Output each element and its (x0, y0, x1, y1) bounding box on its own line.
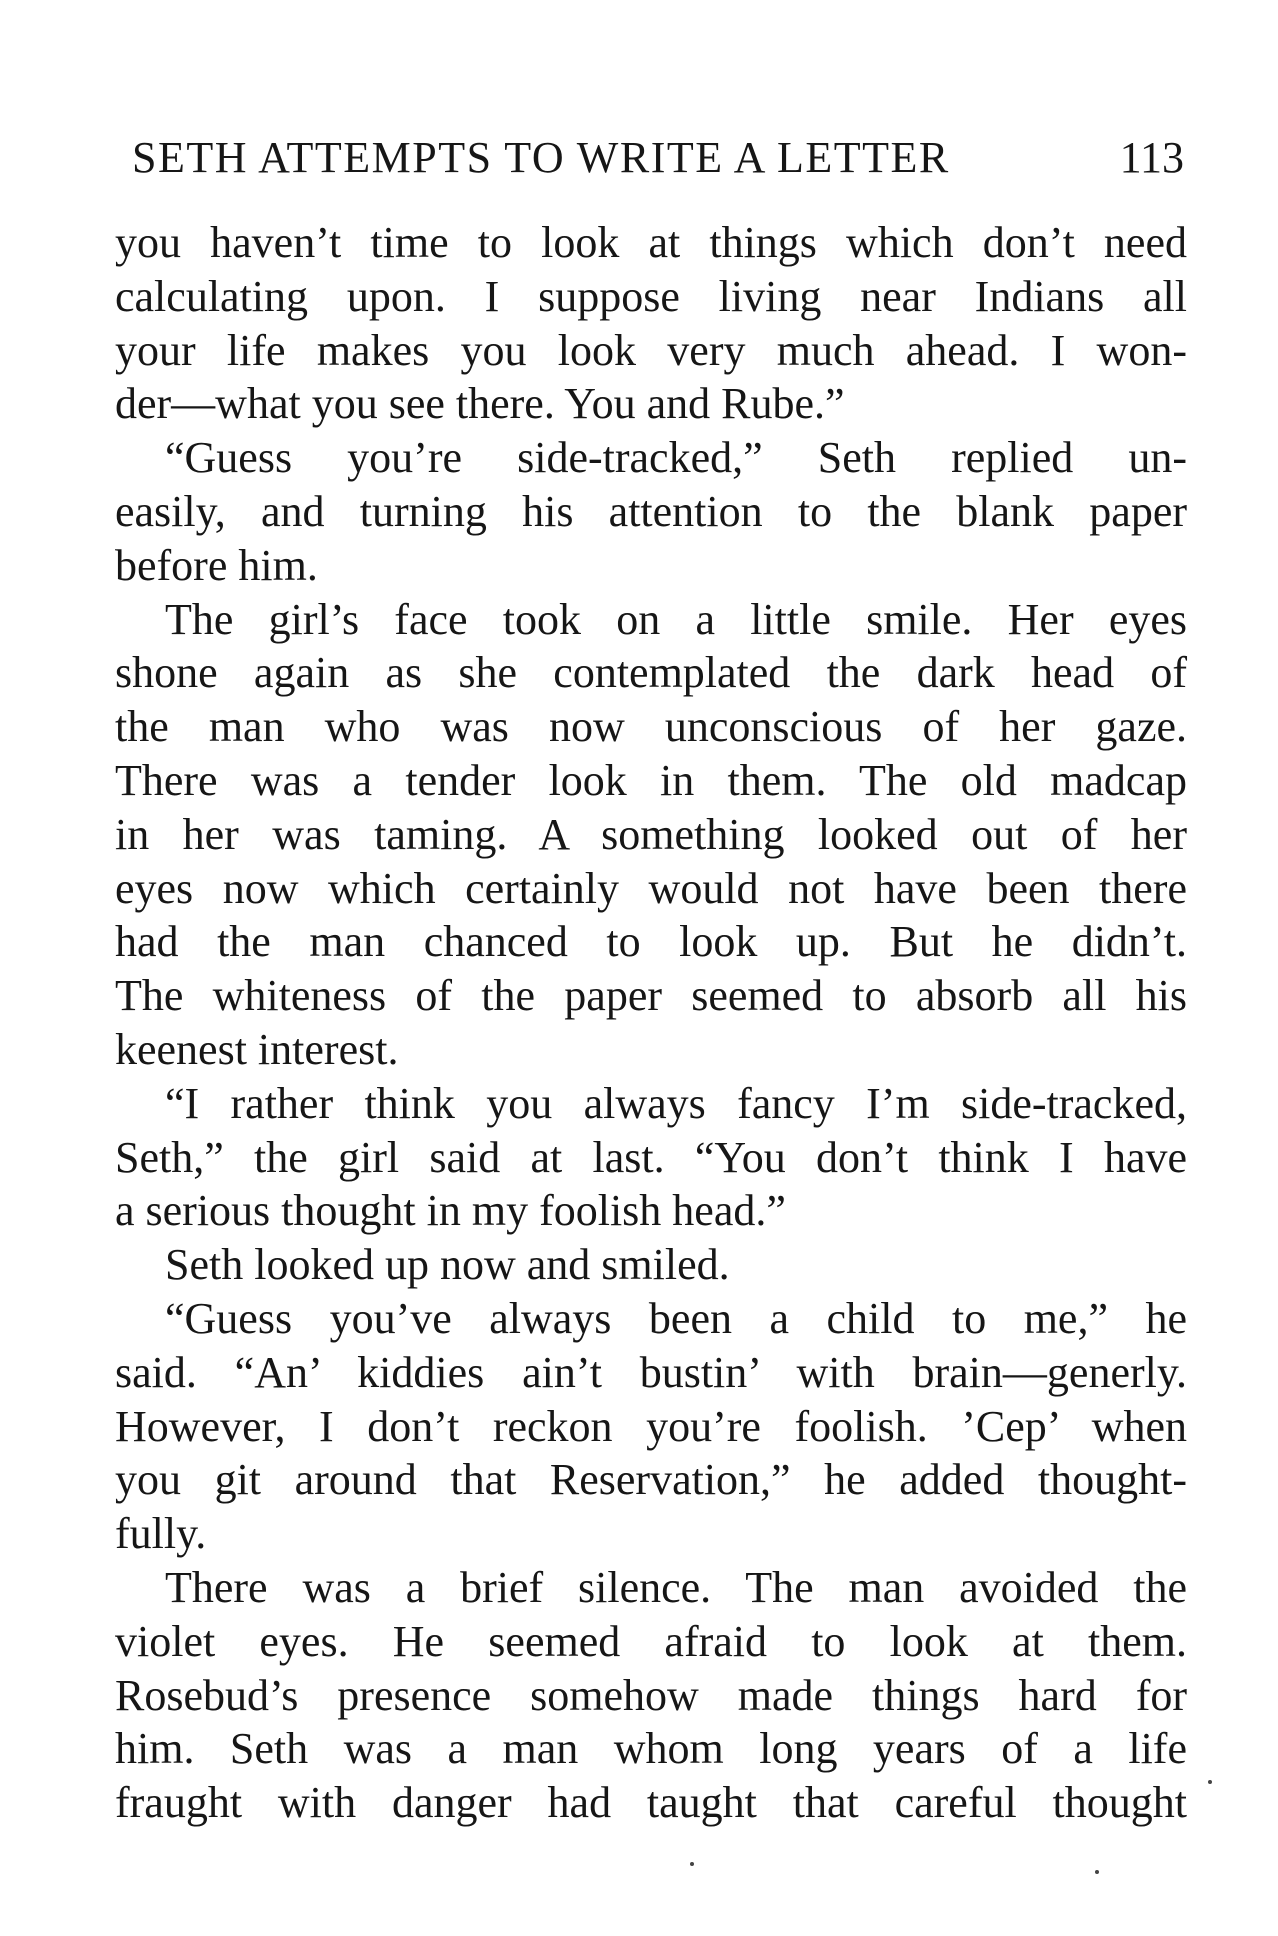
text-line: him. Seth was a man whom long years of a life (115, 1724, 1187, 1774)
text-line: in her was taming. A something looked out of her (115, 809, 1187, 859)
text-line: easily, and turning his attention to the blank paper (115, 486, 1187, 536)
text-line: violet eyes. He seemed afraid to look at them. (115, 1616, 1187, 1666)
text-line: shone again as she contemplated the dark head of (115, 648, 1187, 698)
text-line: There was a tender look in them. The old madcap (115, 755, 1187, 805)
text-line: you haven’t time to look at things which don’t need (115, 218, 1187, 267)
text-line: The whiteness of the paper seemed to absorb all his (115, 971, 1187, 1021)
text-line: der—what you see there. You and Rube.” (115, 379, 845, 429)
text-line: fraught with danger had taught that careful thought (115, 1778, 1187, 1828)
print-speck (690, 1862, 694, 1866)
text-line: “Guess you’re side-tracked,” Seth replied un- (165, 433, 1187, 483)
text-line: fully. (115, 1509, 207, 1559)
print-speck (1095, 1870, 1099, 1874)
text-line: “Guess you’ve always been a child to me,” he (165, 1293, 1187, 1343)
text-line: said. “An’ kiddies ain’t bustin’ with brain—generly. (115, 1347, 1187, 1397)
page-number: 113 (1119, 133, 1184, 182)
text-line: Seth looked up now and smiled. (165, 1240, 730, 1290)
text-line: a serious thought in my foolish head.” (115, 1186, 786, 1236)
text-line: Seth,” the girl said at last. “You don’t think I have (115, 1132, 1187, 1182)
running-head-title: SETH ATTEMPTS TO WRITE A LETTER (132, 133, 950, 182)
text-line: you git around that Reservation,” he added thought- (115, 1455, 1187, 1505)
text-line: Rosebud’s presence somehow made things hard for (115, 1670, 1187, 1720)
text-line: eyes now which certainly would not have been there (115, 863, 1187, 913)
text-line: However, I don’t reckon you’re foolish. ’Cep’ when (115, 1401, 1187, 1451)
text-line: the man who was now unconscious of her gaze. (115, 702, 1187, 752)
text-line: There was a brief silence. The man avoided the (165, 1562, 1187, 1612)
body-text (115, 216, 1187, 1830)
running-head (132, 128, 1192, 188)
text-line: before him. (115, 540, 318, 590)
text-line: The girl’s face took on a little smile. Her eyes (165, 594, 1187, 644)
print-speck (1208, 1780, 1212, 1784)
text-line: “I rather think you always fancy I’m side-tracked, (165, 1078, 1187, 1128)
text-line: keenest interest. (115, 1024, 399, 1074)
text-line: your life makes you look very much ahead. I won- (115, 325, 1187, 375)
text-line: had the man chanced to look up. But he didn’t. (115, 917, 1187, 967)
text-line: calculating upon. I suppose living near Indians all (115, 271, 1187, 321)
